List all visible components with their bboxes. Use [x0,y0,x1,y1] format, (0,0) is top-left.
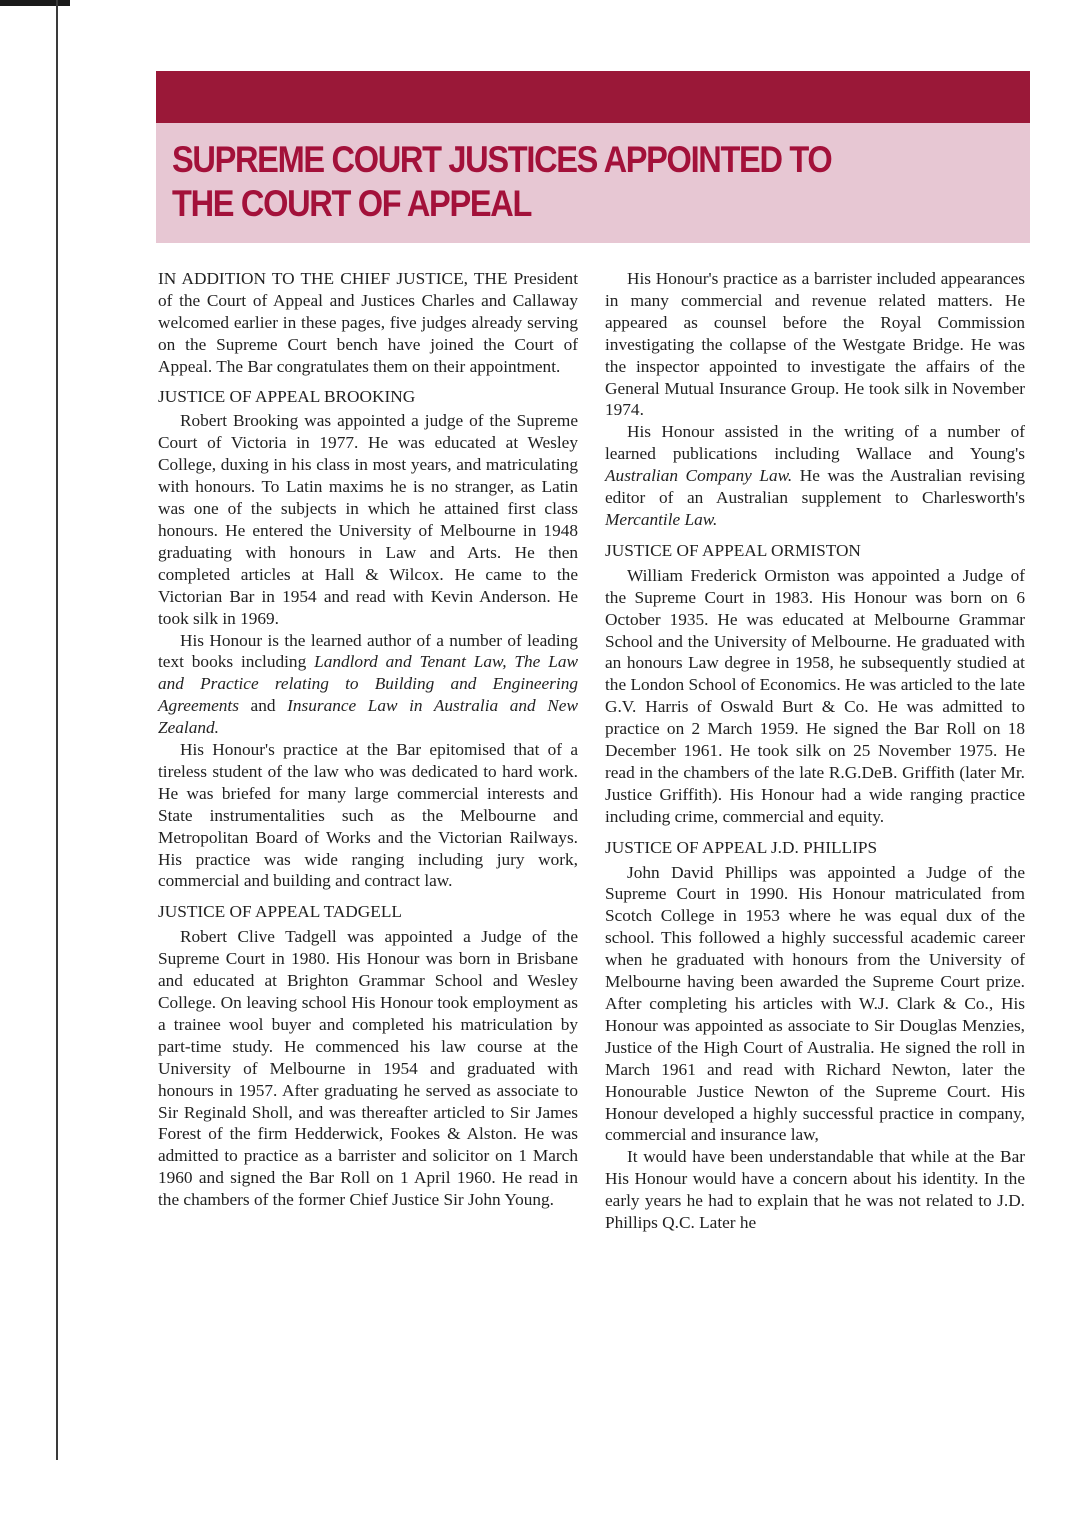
heading-brooking: JUSTICE OF APPEAL BROOKING [158,386,416,406]
brooking-p2-title-a: Landlord and Tenant Law, The Law and Practice relating to Building and Engineering Agreements [158,652,578,716]
heading-phillips: JUSTICE OF APPEAL J.D. PHILLIPS [605,837,878,857]
heading-tadgell: JUSTICE OF APPEAL TADGELL [158,902,402,922]
tadgell-p3-text-a: His Honour assisted in the writing of a number of learned publications including Wallace and Young's [605,422,1025,464]
brooking-paragraph-1: Robert Brooking was appointed a judge of the Supreme Court of Victoria in 1977. He was educated at Wesley College, duxing in his class in most years, and matriculating with honours. To Latin maxims he is no stranger, as Latin was one of the subjects in which he attained first class honours. He entered the University of Melbourne in 1948 graduating with honours in Law and Arts. He then completed articles at Hall & Wilcox. He came to the Victorian Bar in 1954 and read with Kevin Anderson. He took silk in 1969. [158,411,578,628]
binding-tick [0,0,70,6]
right-column [605,268,1025,1234]
article-title: SUPREME COURT JUSTICES APPOINTED TO THE COURT OF APPEAL [172,139,832,224]
tadgell-p3-text-b: He was the Australian revising editor of an Australian supplement to Charlesworth's [605,466,1026,508]
intro-lead: IN ADDITION TO THE CHIEF JUSTICE, THE [158,269,508,288]
tadgell-paragraph-2: His Honour's practice as a barrister included appearances in many commercial and revenue related matters. He appeared as counsel before the Royal Commission investigating the collapse of the Westgate Bridge. He was the inspector appointed to investigate the affairs of the General Mutual Insurance Group. He took silk in November 1974. [605,269,1025,420]
tadgell-paragraph-1: Robert Clive Tadgell was appointed a Judge of the Supreme Court in 1980. His Honour was born in Brisbane and educated at Brighton Grammar School and Wesley College. On leaving school His Honour took employment as a trainee wool buyer and completed his matriculation by part-time study. He commenced his law course at the University of Melbourne in 1954 and graduated with honours in 1957. After graduating he served as associate to Sir Reginald Sholl, and was thereafter articled to Sir James Forest of the firm Hedderwick, Fookes & Alston. He was admitted to practice as a barrister and solicitor on 1 March 1960 and signed the Bar Roll on 1 April 1960. He read in the chambers of the former Chief Justice Sir John Young. [158,927,578,1210]
intro-paragraph [158,268,578,378]
left-column [158,268,578,1211]
brooking-p2-title-b: Insurance Law in Australia and New Zealand. [158,696,578,738]
title-banner-top [156,71,1030,123]
heading-ormiston: JUSTICE OF APPEAL ORMISTON [605,540,861,560]
binding-margin-line [56,0,58,1460]
tadgell-paragraph-3 [605,421,1025,531]
intro-rest: President of the Court of Appeal and Justices Charles and Callaway welcomed earlier in these pages, five judges already serving on the Supreme Court bench have joined the Court of Appeal. The Bar congratulates them on their appointment. [158,269,578,376]
phillips-paragraph-1: John David Phillips was appointed a Judge of the Supreme Court in 1990. His Honour matriculated from Scotch College in 1953 where he was equal dux of the school. This followed a highly successful academic career when he graduated with honours from the University of Melbourne having been awarded the Supreme Court prize. After completing his articles with W.J. Clark & Co., His Honour was appointed as associate to Sir Douglas Menzies, Justice of the High Court of Australia. He signed the roll in March 1961 and read with Richard Newton, later the Honourable Justice Newton of the Supreme Court. His Honour developed a highly successful practice in company, commercial and insurance law, [605,862,1025,1145]
brooking-paragraph-2 [158,630,578,740]
brooking-paragraph-3: His Honour's practice at the Bar epitomised that of a tireless student of the law who was dedicated to hard work. He was briefed for many large commercial interests and State instrumentalities such as the Melbourne and Metropolitan Board of Works and the Victorian Railways. His practice was wide ranging including jury work, commercial and building and contract law. [158,740,578,891]
tadgell-p3-title-b: Mercantile Law. [605,509,718,529]
tadgell-p3-title-a: Australian Company Law. [605,466,793,486]
brooking-p2-text-a: His Honour is the learned author of a number of leading text books including [158,630,578,672]
phillips-paragraph-2: It would have been understandable that while at the Bar His Honour would have a concern about his identity. In the early years he had to explain that he was not related to J.D. Phillips Q.C. Later he [605,1147,1025,1233]
brooking-p2-text-b: and [238,696,288,716]
ormiston-paragraph-1: William Frederick Ormiston was appointed a Judge of the Supreme Court in 1983. His Honour was born on 6 October 1935. He was educated at Melbourne Grammar School and the University of Melbourne. He graduated with an honours Law degree in 1958, he subsequently studied at the London School of Economics. He was articled to the late G.V. Harris of Oswald Burt & Co. He was admitted to practice on 2 March 1959. He signed the Bar Roll on 18 December 1961. He took silk on 25 November 1975. He read in the chambers of the late R.G.DeB. Griffith (later Mr. Justice Griffith). His Honour had a wide ranging practice including crime, commercial and equity. [605,565,1025,826]
